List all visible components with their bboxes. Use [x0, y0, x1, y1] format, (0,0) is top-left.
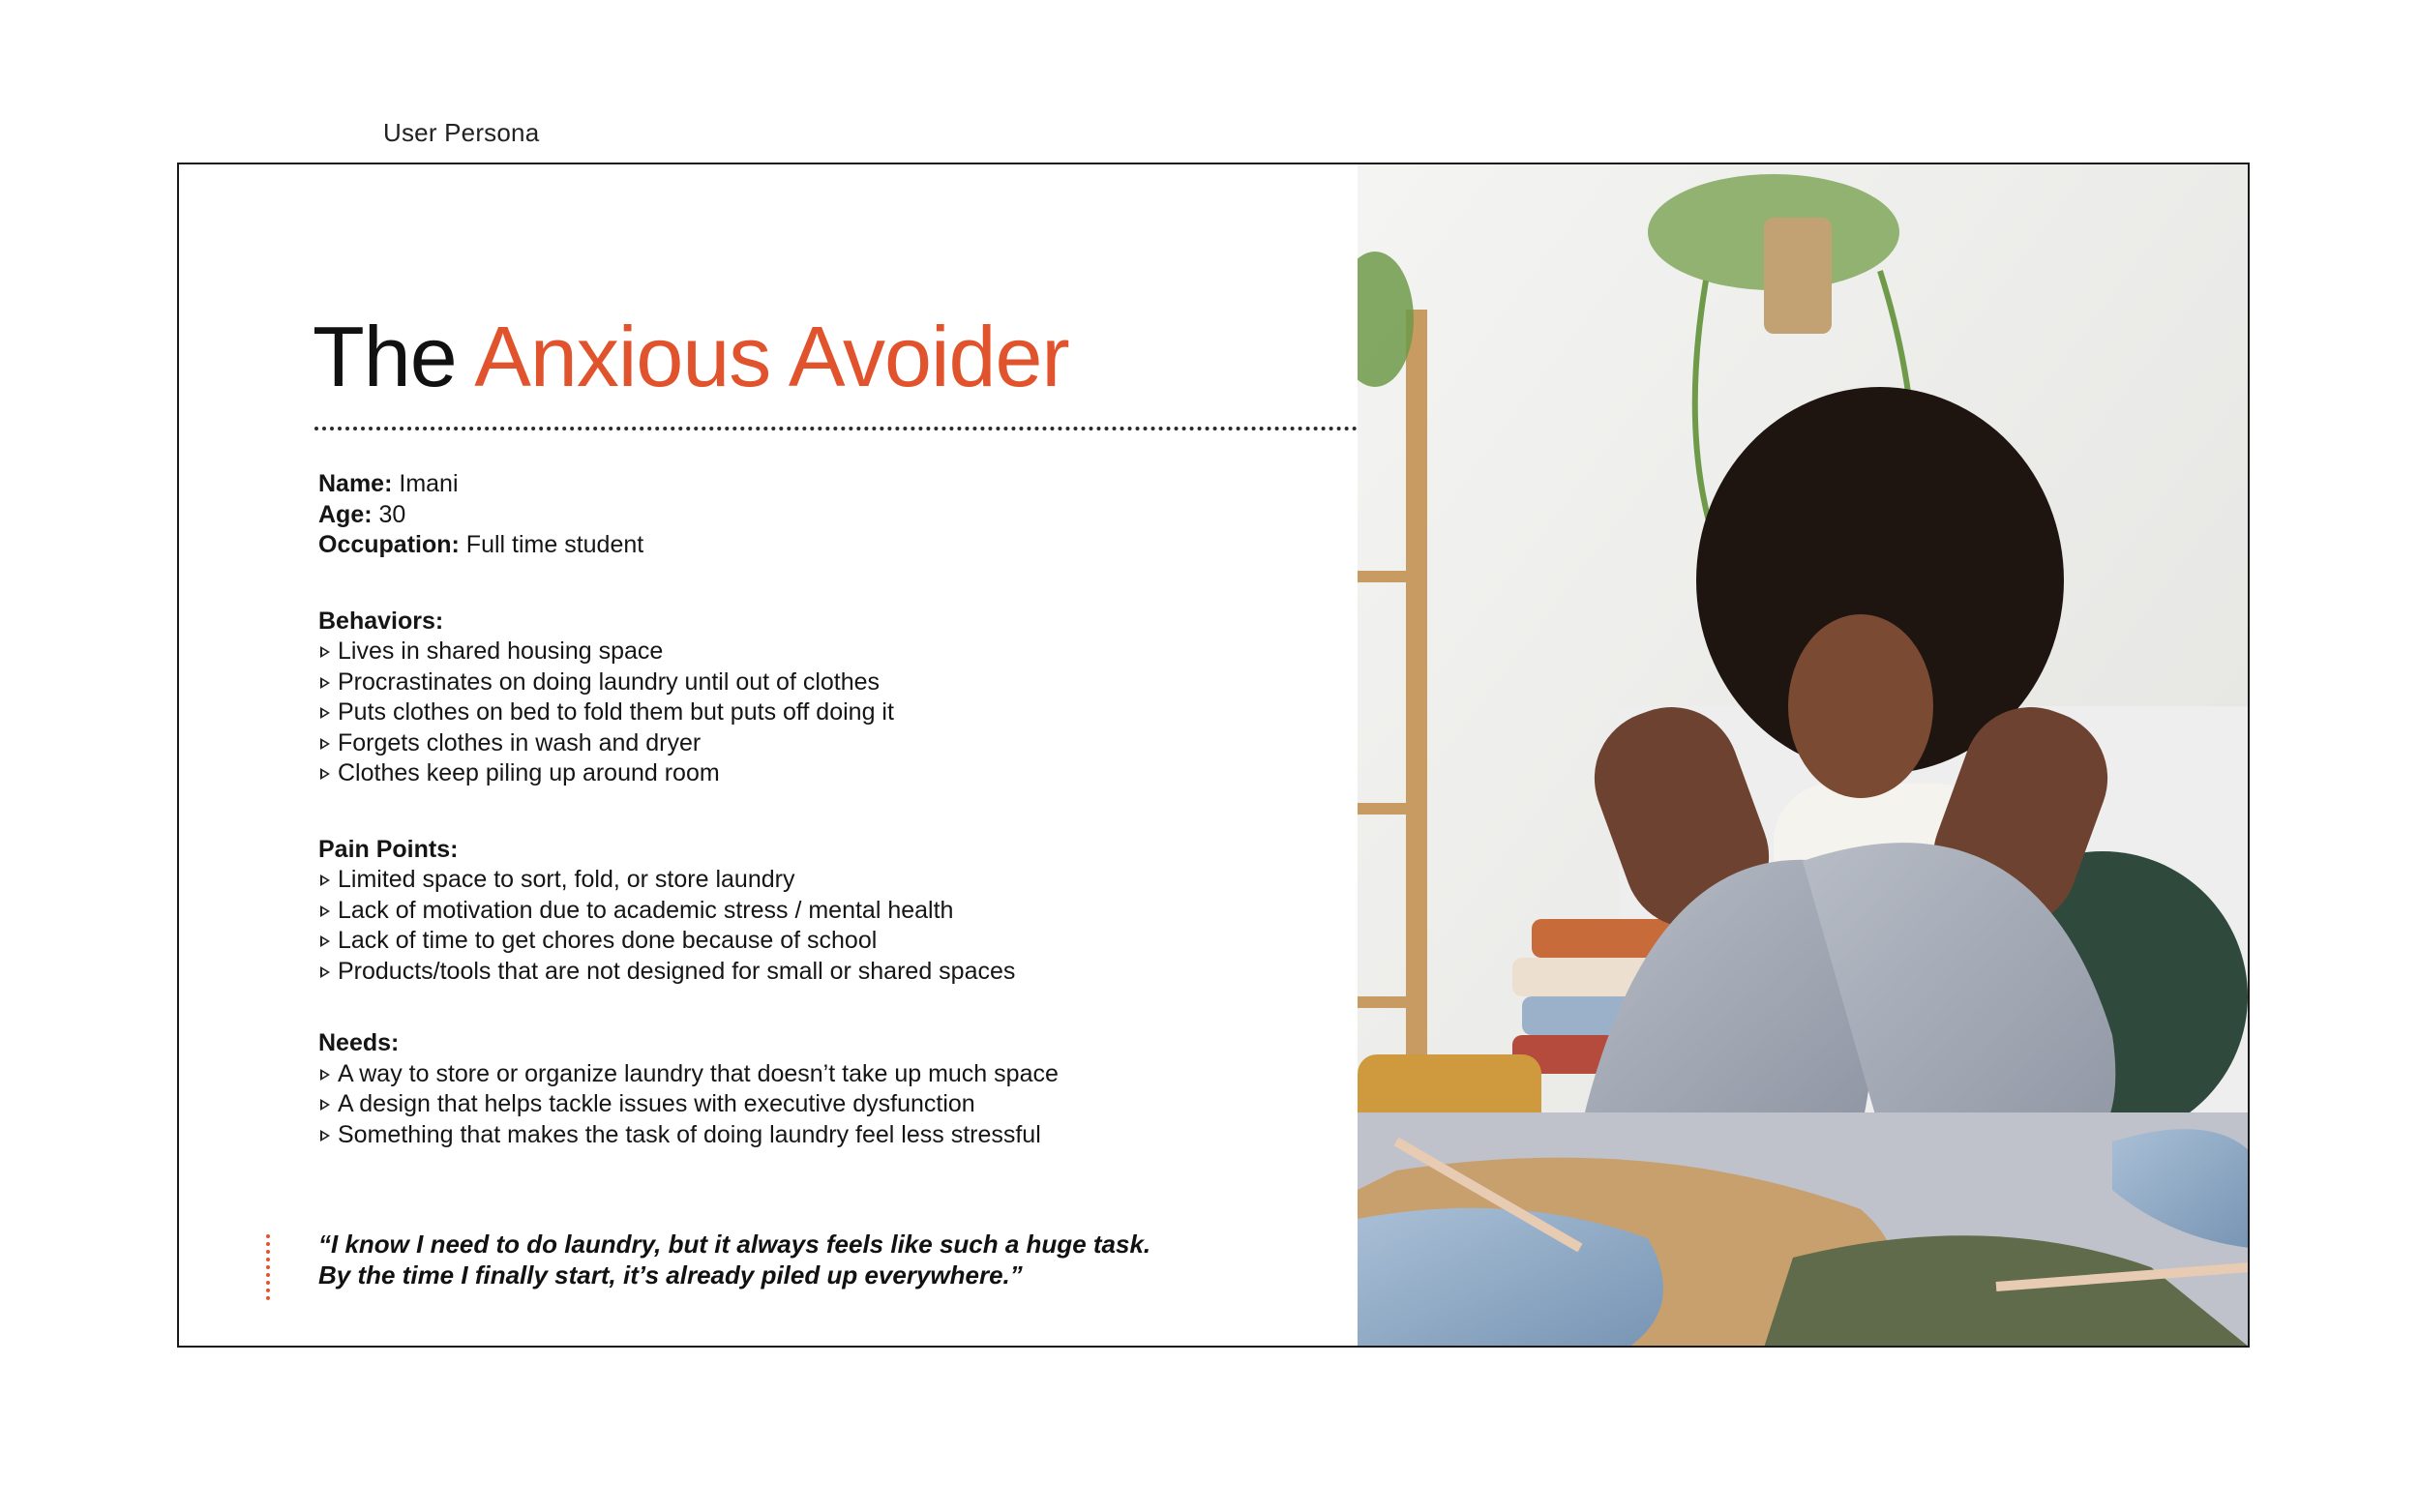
quote-line-2: By the time I finally start, it’s already piled up everywhere.”	[318, 1260, 1023, 1290]
behavior-text: Lives in shared housing space	[338, 637, 664, 665]
persona-quote	[318, 1229, 1150, 1290]
behavior-item	[318, 728, 1344, 759]
behavior-item	[318, 637, 1344, 667]
need-text: A way to store or organize laundry that doesn’t take up much space	[338, 1059, 1059, 1087]
pain-point-text: Lack of time to get chores done because of school	[338, 927, 878, 954]
pain-point-item	[318, 926, 1344, 957]
occupation-label: Occupation:	[318, 531, 460, 558]
quote-line-1: “I know I need to do laundry, but it always feels like such a huge task.	[318, 1230, 1151, 1259]
needs-title: Needs:	[318, 1029, 400, 1056]
need-item	[318, 1059, 1344, 1090]
pain-points-title: Pain Points:	[318, 835, 459, 863]
pain-point-item	[318, 896, 1344, 927]
pain-point-text: Limited space to sort, fold, or store laundry	[338, 866, 795, 893]
title-accent: Anxious Avoider	[474, 309, 1069, 404]
occupation-value: Full time student	[465, 531, 644, 558]
triangle-bullet-icon	[320, 1099, 330, 1111]
page-label: User Persona	[383, 118, 540, 147]
need-item	[318, 1089, 1344, 1120]
needs-section	[318, 1028, 1344, 1150]
pain-point-item	[318, 957, 1344, 988]
age-label: Age:	[318, 500, 373, 528]
quote-accent-line	[266, 1234, 270, 1300]
behavior-text: Forgets clothes in wash and dryer	[338, 728, 702, 756]
triangle-bullet-icon	[320, 677, 330, 689]
triangle-bullet-icon	[320, 768, 330, 780]
behavior-item	[318, 697, 1344, 728]
persona-card	[177, 163, 2250, 1348]
triangle-bullet-icon	[320, 646, 330, 658]
behaviors-title: Behaviors:	[318, 607, 444, 635]
pain-point-item	[318, 865, 1344, 896]
behavior-text: Procrastinates on doing laundry until out of clothes	[338, 667, 881, 696]
behavior-text: Puts clothes on bed to fold them but puts off doing it	[338, 698, 894, 726]
triangle-bullet-icon	[320, 966, 330, 978]
name-label: Name:	[318, 470, 393, 497]
persona-details	[318, 469, 1344, 1150]
need-text: Something that makes the task of doing laundry feel less stressful	[338, 1120, 1041, 1148]
occupation-row	[318, 530, 1344, 561]
triangle-bullet-icon	[320, 905, 330, 917]
name-row	[318, 469, 1344, 500]
triangle-bullet-icon	[320, 935, 330, 947]
behavior-item	[318, 758, 1344, 789]
persona-title	[313, 308, 1069, 406]
behavior-item	[318, 667, 1344, 698]
title-prefix: The	[313, 309, 457, 404]
name-value: Imani	[399, 470, 459, 497]
persona-photo	[1358, 164, 2250, 1348]
triangle-bullet-icon	[320, 1069, 330, 1081]
triangle-bullet-icon	[320, 707, 330, 719]
triangle-bullet-icon	[320, 738, 330, 750]
pain-point-text: Products/tools that are not designed for small or shared spaces	[338, 957, 1016, 985]
title-divider	[314, 427, 1358, 430]
behavior-text: Clothes keep piling up around room	[338, 759, 720, 786]
pain-points-section	[318, 835, 1344, 988]
need-item	[318, 1120, 1344, 1151]
behaviors-section	[318, 607, 1344, 789]
age-value: 30	[378, 500, 406, 528]
age-row	[318, 500, 1344, 531]
pain-point-text: Lack of motivation due to academic stress / mental health	[338, 896, 954, 924]
triangle-bullet-icon	[320, 875, 330, 886]
need-text: A design that helps tackle issues with executive dysfunction	[338, 1090, 975, 1117]
persona-photo-illustration	[1358, 164, 2250, 1348]
persona-text-panel	[179, 164, 1358, 1346]
triangle-bullet-icon	[320, 1130, 330, 1141]
